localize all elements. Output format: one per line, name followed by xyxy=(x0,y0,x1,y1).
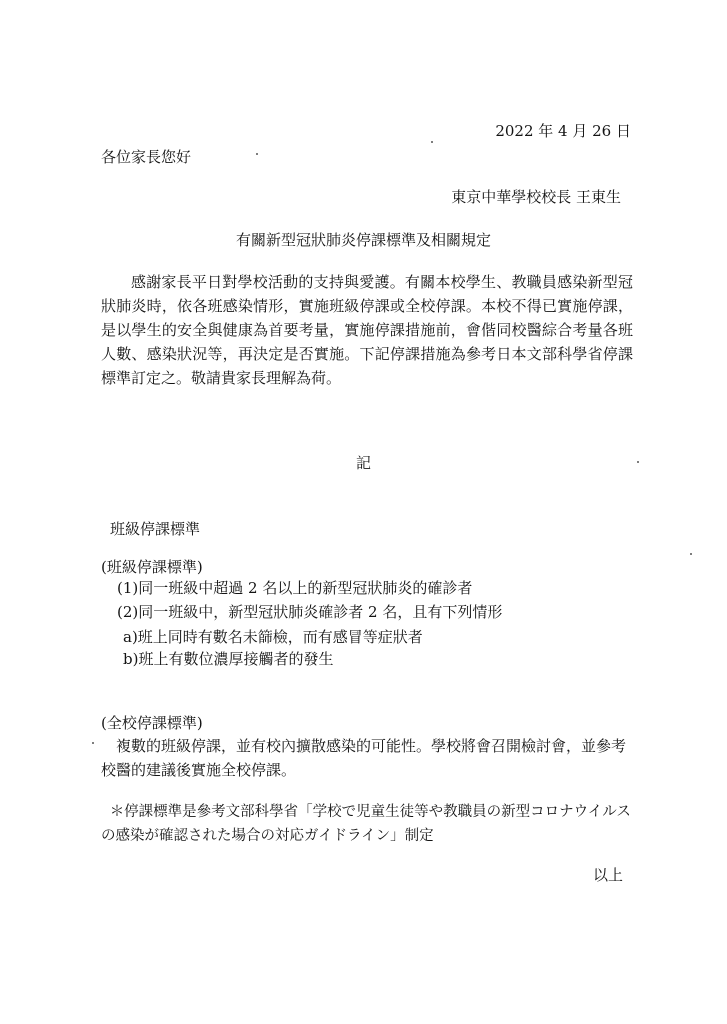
school-suspension-subheading: (全校停課標準) xyxy=(101,714,203,732)
scan-speck xyxy=(256,153,258,155)
class-suspension-heading: 班級停課標準 xyxy=(110,520,201,538)
scan-speck xyxy=(690,553,692,555)
school-suspension-body xyxy=(101,734,633,782)
school-suspension-text: 複數的班級停課，並有校內擴散感染的可能性。學校將會召開檢討會，並參考校醫的建議後實施全校停課。 xyxy=(101,737,627,779)
intro-paragraph xyxy=(101,270,633,390)
scan-speck xyxy=(92,742,94,744)
letter-title: 有關新型冠狀肺炎停課標準及相關規定 xyxy=(235,231,491,249)
scan-speck xyxy=(637,461,639,463)
class-subcriterion-b: b)班上有數位濃厚接觸者的發生 xyxy=(123,650,334,668)
class-suspension-subheading: (班級停課標準) xyxy=(101,558,203,576)
intro-text: 感謝家長平日對學校活動的支持與愛護。有關本校學生、教職員感染新型冠狀肺炎時，依各班感染情形，實施班級停課或全校停課。本校不得已實施停課，是以學生的安全與健康為首要考量，實施停課措施前，會偕同校醫綜合考量各班人數、感染狀況等，再決定是否實施。下記停課措施為參考日本文部科學省停課標準訂定之。敬請貴家長理解為荷。 xyxy=(101,273,633,387)
class-criterion-2: (2)同一班級中，新型冠狀肺炎確診者 2 名，且有下列情形 xyxy=(117,603,503,621)
greeting: 各位家長您好 xyxy=(101,148,192,166)
reference-note-text: ＊停課標準是參考文部科學省「学校で児童生徒等や教職員の新型コロナウイルスの感染が確認された場合の対応ガイドライン」制定 xyxy=(101,804,631,844)
reference-note xyxy=(101,800,633,848)
class-subcriterion-a: a)班上同時有數名未篩檢，而有感冒等症狀者 xyxy=(123,628,423,646)
closing-mark: 以上 xyxy=(592,866,623,884)
letter-date: 2022 年 4 月 26 日 xyxy=(495,122,631,140)
class-criterion-1: (1)同一班級中超過 2 名以上的新型冠狀肺炎的確診者 xyxy=(117,579,473,597)
center-mark: 記 xyxy=(355,454,371,472)
sender-signature: 東京中華學校校長 王東生 xyxy=(451,188,621,206)
scan-speck xyxy=(431,141,433,143)
